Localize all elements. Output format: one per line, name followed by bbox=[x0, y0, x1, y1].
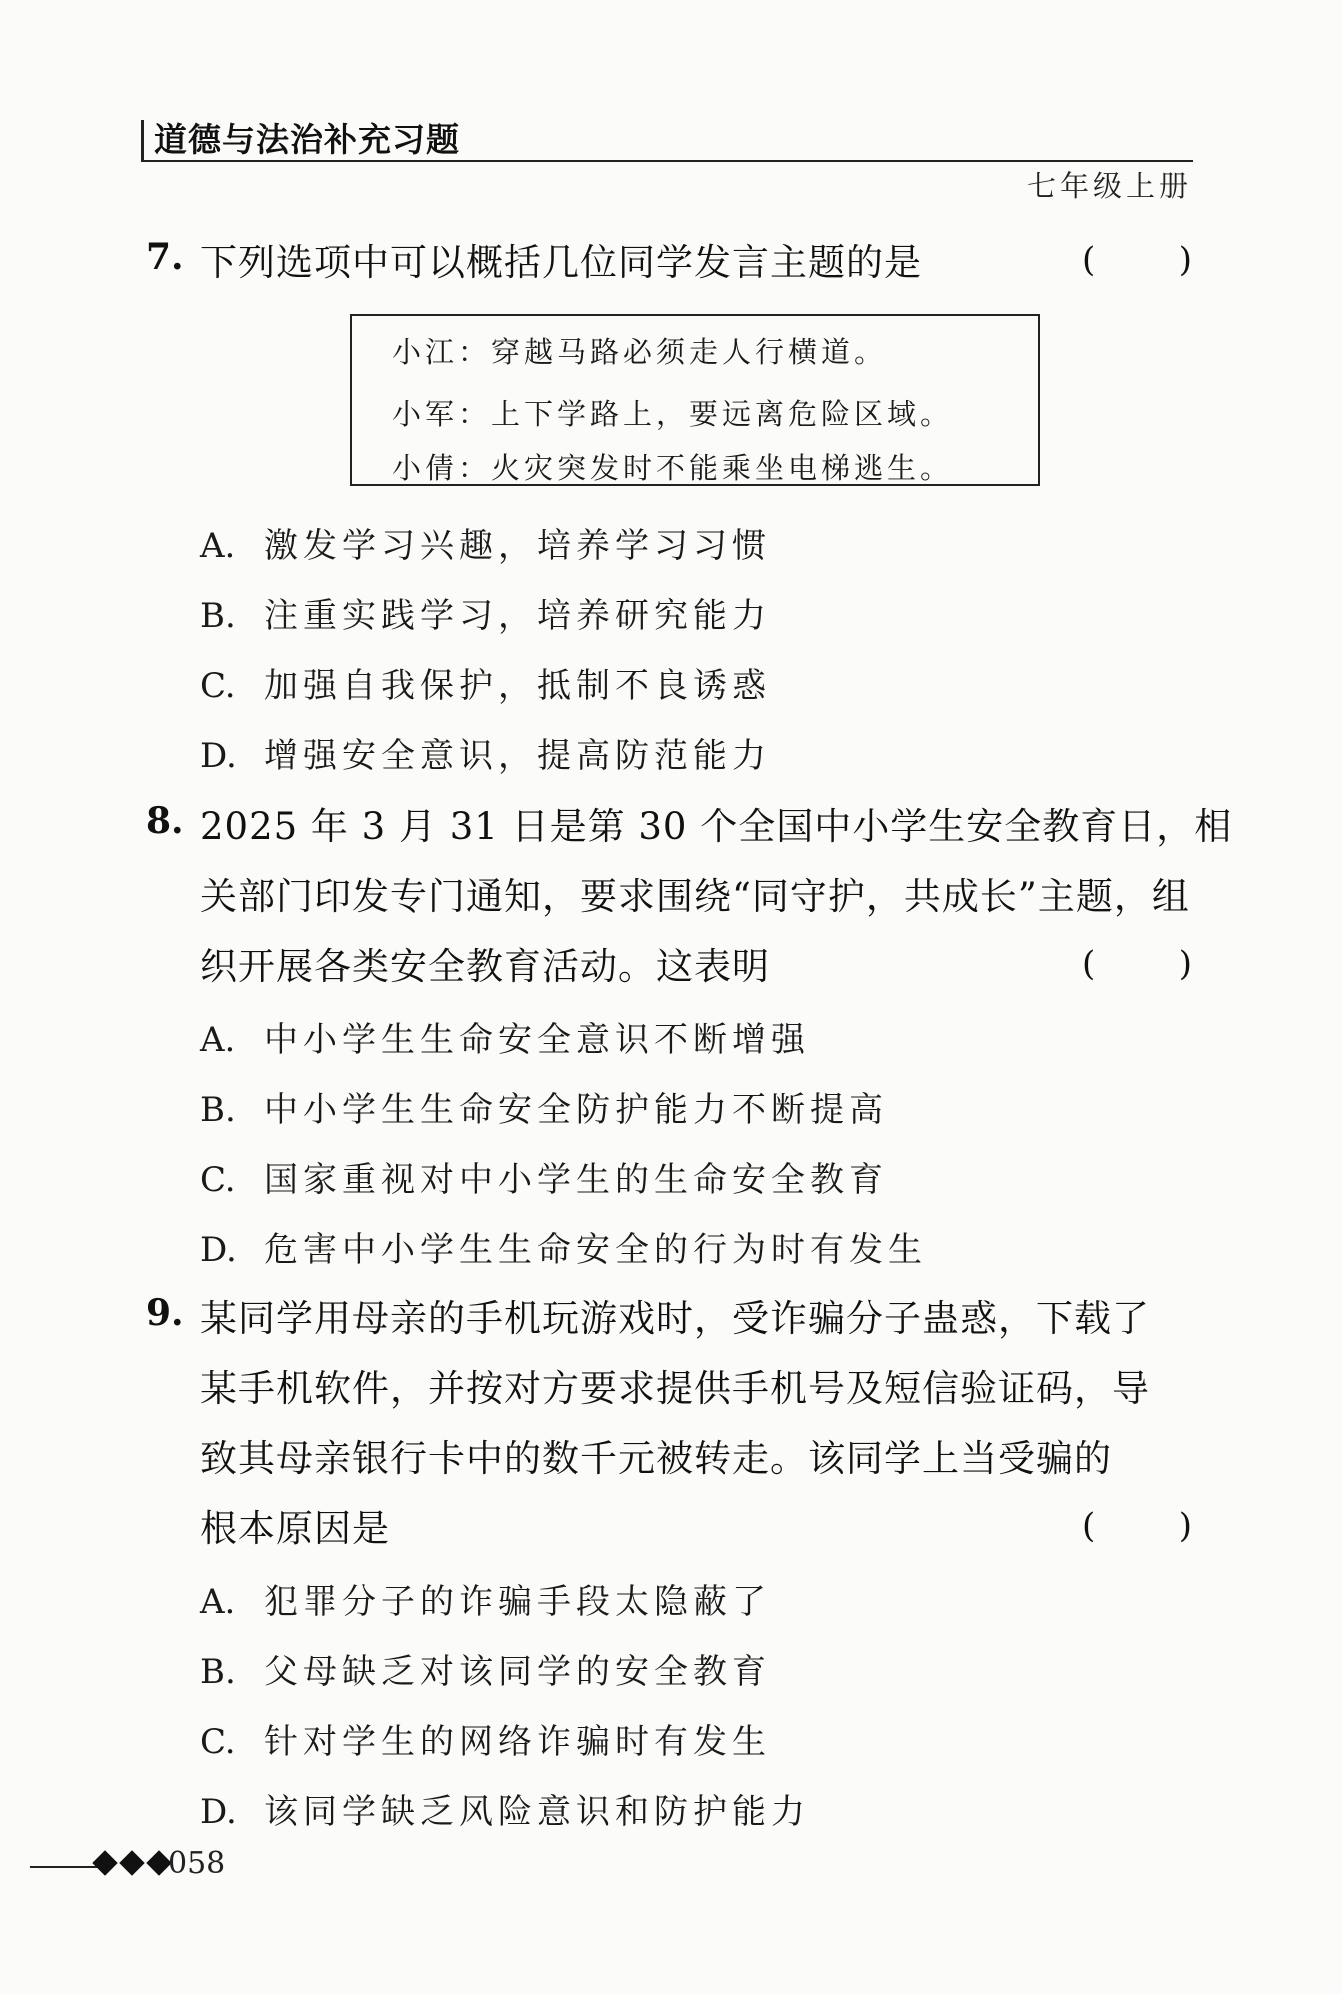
question-9-option-b[interactable] bbox=[200, 1644, 771, 1693]
question-9-option-c[interactable] bbox=[200, 1714, 771, 1763]
question-9-stem-line: 致其母亲银行卡中的数千元被转走。该同学上当受骗的 bbox=[200, 1437, 1112, 1480]
question-7-option-c[interactable] bbox=[200, 658, 771, 707]
paren-open: ( bbox=[1082, 944, 1096, 984]
option-letter: D. bbox=[200, 736, 237, 776]
option-text: 中小学生生命安全意识不断增强 bbox=[264, 1020, 810, 1060]
paren-open: ( bbox=[1082, 1506, 1096, 1546]
option-letter: D. bbox=[200, 1230, 237, 1270]
paren-close: ) bbox=[1178, 240, 1192, 280]
option-text: 注重实践学习，培养研究能力 bbox=[264, 596, 771, 636]
option-text: 危害中小学生生命安全的行为时有发生 bbox=[264, 1230, 927, 1270]
question-9-answer-blank[interactable] bbox=[1082, 1506, 1192, 1546]
diamond-icon bbox=[92, 1850, 117, 1875]
diamond-icon bbox=[119, 1850, 144, 1875]
option-text: 加强自我保护，抵制不良诱惑 bbox=[264, 666, 771, 706]
question-7-number: 7. bbox=[146, 236, 184, 278]
question-9-number: 9. bbox=[146, 1292, 184, 1334]
option-letter: B. bbox=[200, 596, 236, 636]
quote-box bbox=[350, 314, 1040, 486]
page-number: 058 bbox=[168, 1846, 226, 1881]
option-letter: C. bbox=[200, 666, 236, 706]
option-letter: B. bbox=[200, 1090, 236, 1130]
book-title: 道德与法治补充习题 bbox=[154, 120, 460, 159]
header-rule bbox=[141, 160, 1193, 162]
question-7-answer-blank[interactable] bbox=[1082, 240, 1192, 280]
option-letter: C. bbox=[200, 1722, 236, 1762]
question-8-stem-line: 织开展各类安全教育活动。这表明 bbox=[200, 945, 770, 988]
question-8-stem-line: 2025 年 3 月 31 日是第 30 个全国中小学生安全教育日，相 bbox=[200, 805, 1233, 848]
question-7-option-a[interactable] bbox=[200, 518, 771, 567]
option-text: 增强安全意识，提高防范能力 bbox=[264, 736, 771, 776]
option-text: 中小学生生命安全防护能力不断提高 bbox=[264, 1090, 888, 1130]
option-text: 国家重视对中小学生的生命安全教育 bbox=[264, 1160, 888, 1200]
header-bar bbox=[141, 120, 144, 160]
question-9-option-d[interactable] bbox=[200, 1784, 810, 1833]
footer-rule bbox=[30, 1866, 102, 1868]
option-letter: C. bbox=[200, 1160, 236, 1200]
question-8-answer-blank[interactable] bbox=[1082, 944, 1192, 984]
quote-line: 小江：穿越马路必须走人行横道。 bbox=[392, 335, 888, 369]
footer-ornament bbox=[96, 1846, 177, 1872]
option-text: 父母缺乏对该同学的安全教育 bbox=[264, 1652, 771, 1692]
grade-label: 七年级上册 bbox=[1026, 169, 1192, 203]
question-7-option-d[interactable] bbox=[200, 728, 771, 777]
question-8-option-c[interactable] bbox=[200, 1152, 888, 1201]
option-text: 犯罪分子的诈骗手段太隐蔽了 bbox=[264, 1582, 771, 1622]
question-8-number: 8. bbox=[146, 800, 184, 842]
option-letter: D. bbox=[200, 1792, 237, 1832]
option-letter: A. bbox=[200, 526, 236, 566]
option-text: 针对学生的网络诈骗时有发生 bbox=[264, 1722, 771, 1762]
question-8-stem-line: 关部门印发专门通知，要求围绕“同守护，共成长”主题，组 bbox=[200, 875, 1190, 918]
question-8-option-a[interactable] bbox=[200, 1012, 810, 1061]
quote-line: 小倩：火灾突发时不能乘坐电梯逃生。 bbox=[392, 451, 954, 485]
question-7-option-b[interactable] bbox=[200, 588, 771, 637]
question-8-option-d[interactable] bbox=[200, 1222, 927, 1271]
question-9-stem-line: 根本原因是 bbox=[200, 1507, 390, 1550]
option-letter: A. bbox=[200, 1020, 236, 1060]
quote-line: 小军：上下学路上，要远离危险区域。 bbox=[392, 397, 954, 431]
option-text: 激发学习兴趣，培养学习习惯 bbox=[264, 526, 771, 566]
paren-close: ) bbox=[1178, 1506, 1192, 1546]
question-9-option-a[interactable] bbox=[200, 1574, 771, 1623]
paren-open: ( bbox=[1082, 240, 1096, 280]
option-text: 该同学缺乏风险意识和防护能力 bbox=[264, 1792, 810, 1832]
option-letter: B. bbox=[200, 1652, 236, 1692]
question-9-stem-line: 某同学用母亲的手机玩游戏时，受诈骗分子蛊惑，下载了 bbox=[200, 1297, 1150, 1340]
question-9-stem-line: 某手机软件，并按对方要求提供手机号及短信验证码，导 bbox=[200, 1367, 1150, 1410]
option-letter: A. bbox=[200, 1582, 236, 1622]
question-8-option-b[interactable] bbox=[200, 1082, 888, 1131]
question-7-stem-line: 下列选项中可以概括几位同学发言主题的是 bbox=[200, 241, 922, 284]
paren-close: ) bbox=[1178, 944, 1192, 984]
